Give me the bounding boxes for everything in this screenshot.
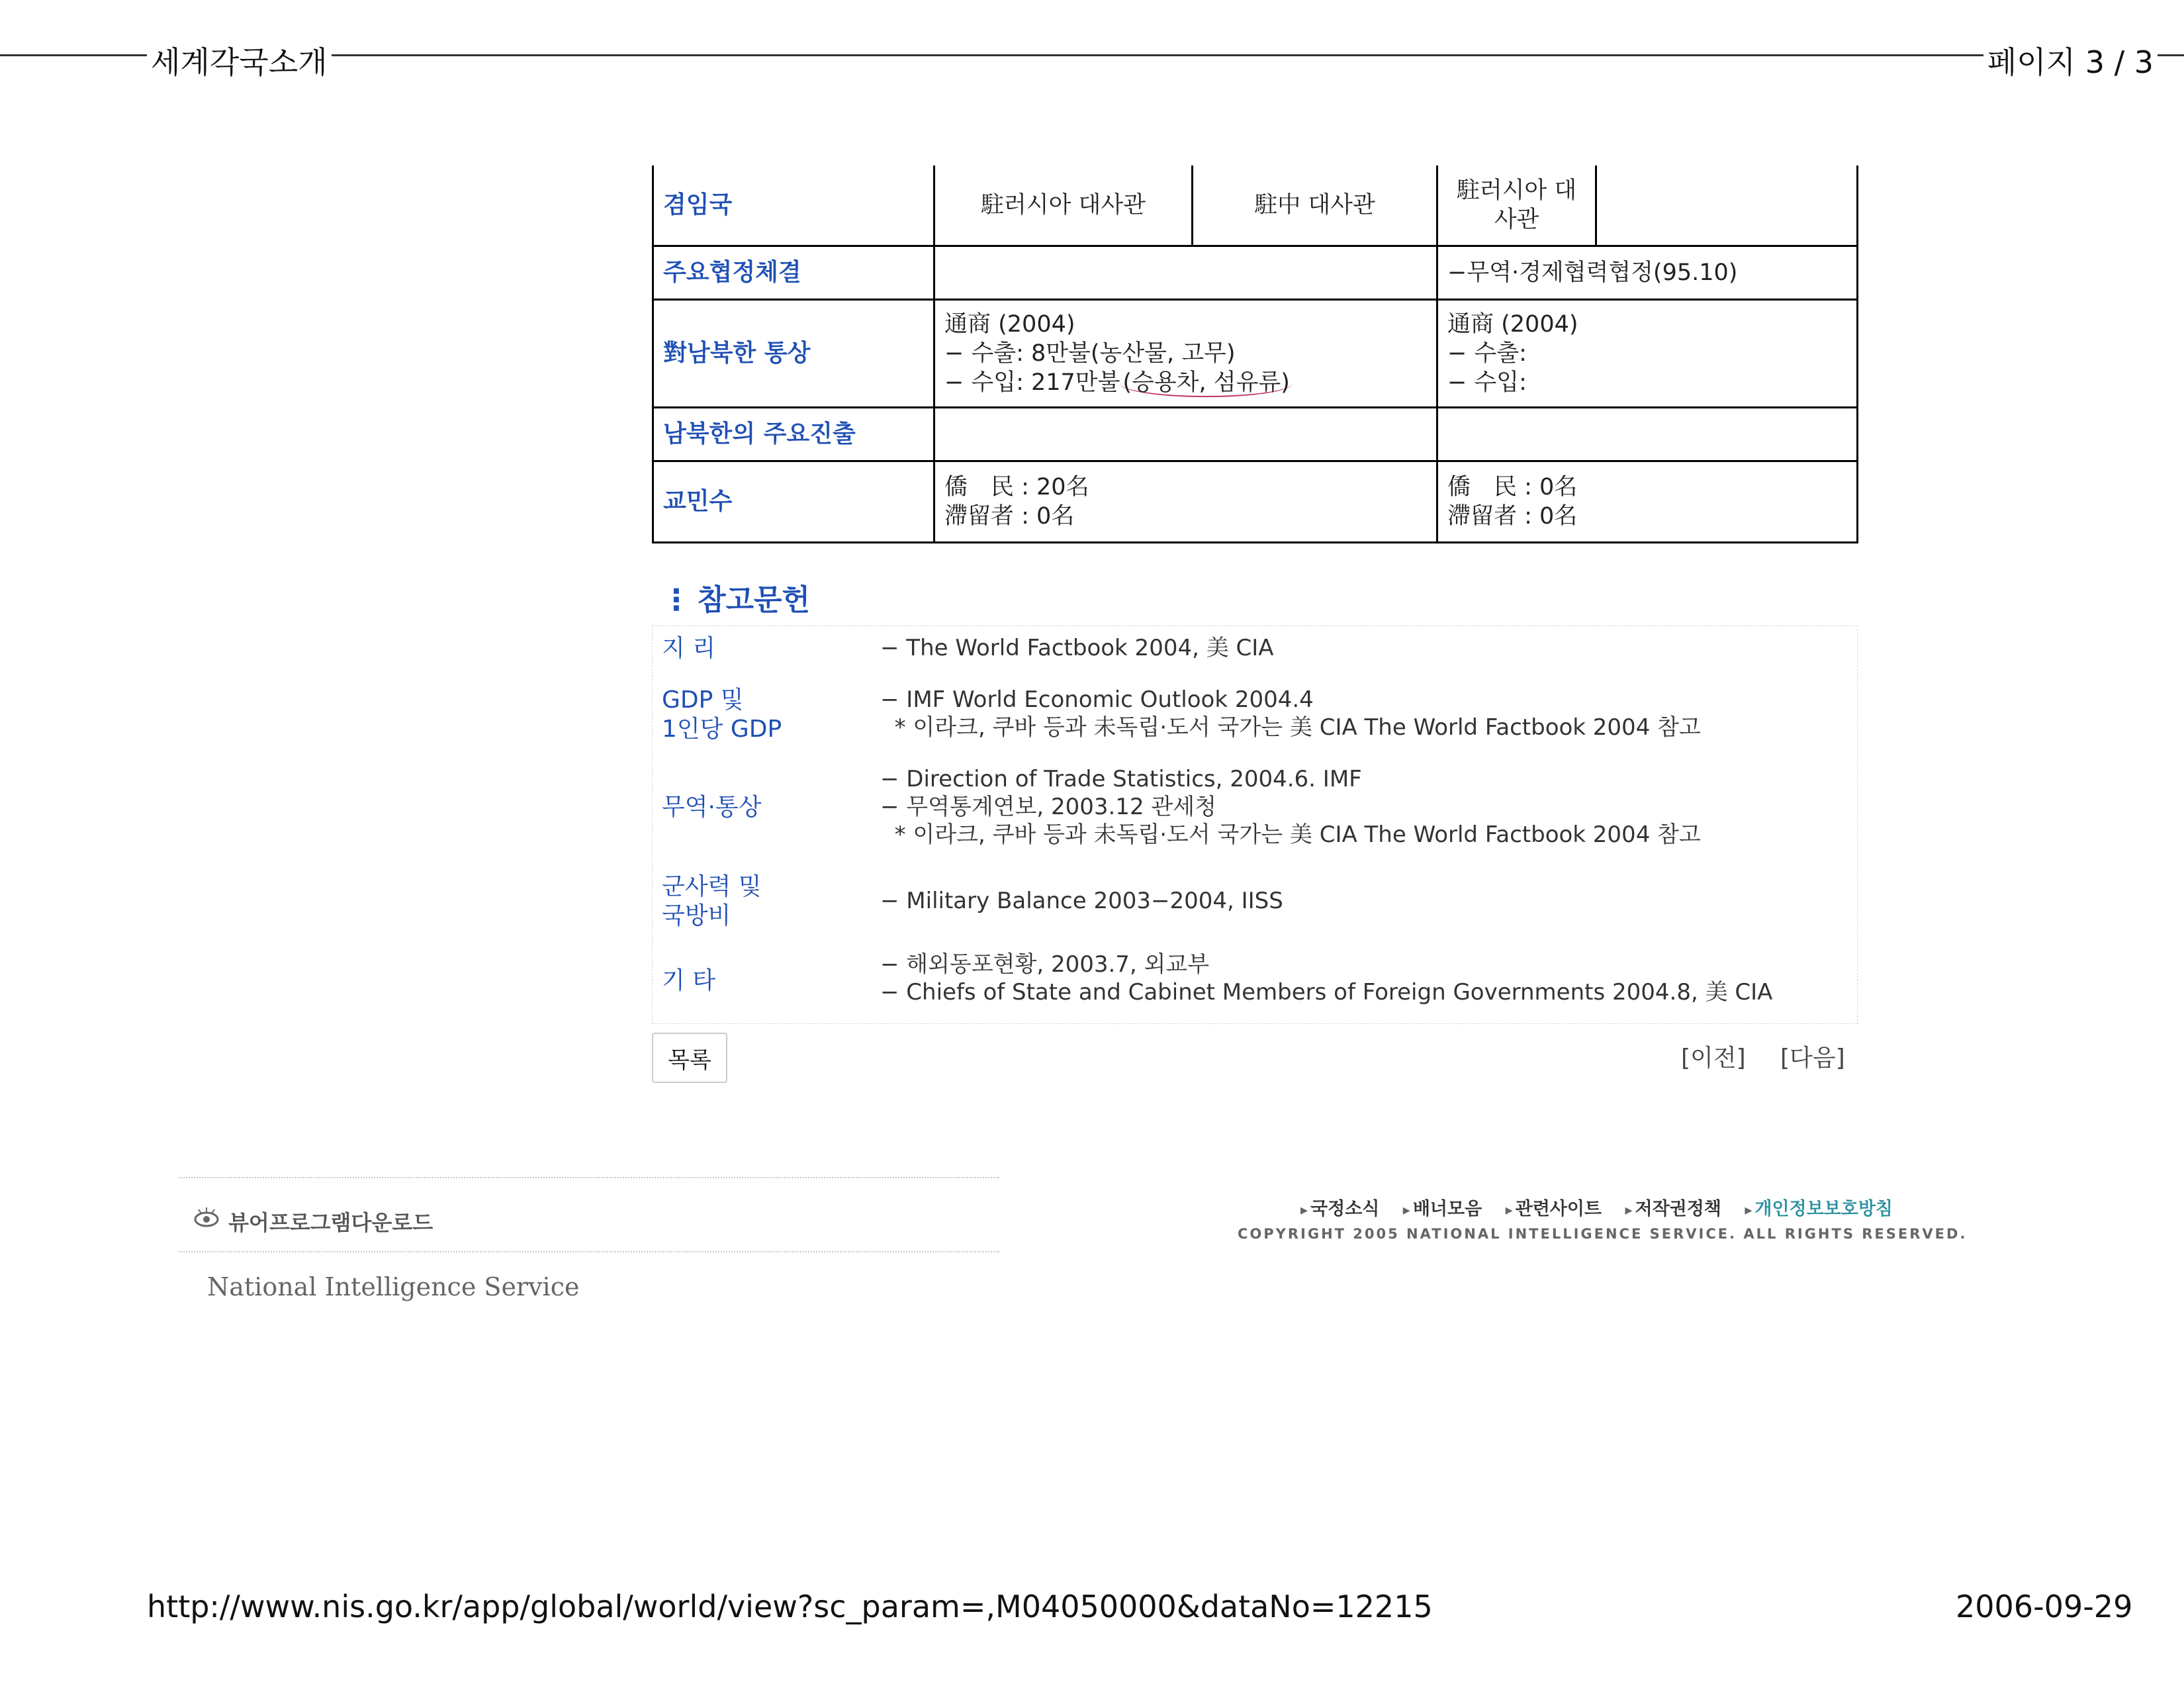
table-cell: [934, 408, 1437, 461]
reference-text: − Military Balance 2003−2004, IISS: [880, 888, 1283, 914]
cell-line: 通商 (2004): [944, 311, 1075, 338]
table-row-concurrent-countries: [653, 165, 1858, 246]
print-header-page-number: 페이지 3 / 3: [1983, 38, 2158, 82]
table-cell: [934, 461, 1437, 543]
row-label: 주요협정체결: [653, 246, 934, 300]
country-info-table: [652, 165, 1858, 543]
reference-label: [662, 966, 715, 996]
table-cell: 駐러시아 대사관: [934, 165, 1193, 246]
label-line: GDP 및: [662, 686, 744, 714]
reference-label: [662, 686, 782, 744]
cell-line: 사관: [1494, 207, 1539, 233]
cell-line: 僑 民 : 0名: [1447, 474, 1578, 500]
bullet-icon: ⋮: [662, 583, 691, 617]
label-line: 기 타: [662, 967, 715, 994]
reference-label: [662, 634, 715, 663]
previous-link[interactable]: [이전]: [1681, 1045, 1746, 1072]
reference-label: [662, 793, 762, 822]
eye-icon: [193, 1206, 220, 1233]
footer-link-privacy-policy[interactable]: ▸ 개인정보보호방침: [1745, 1199, 1893, 1219]
references-heading: [662, 576, 810, 618]
cell-line: 滯留者 : 0名: [944, 503, 1075, 530]
table-cell: −무역·경제협력협정(95.10): [1437, 246, 1858, 300]
label-line: 1인당 GDP: [662, 716, 782, 743]
footer-divider: [179, 1177, 999, 1180]
cell-line: − 수입:: [1447, 369, 1527, 396]
cell-line: 通商 (2004): [1447, 311, 1578, 338]
copyright-notice: COPYRIGHT 2005 NATIONAL INTELLIGENCE SERVICE. ALL RIGHTS RESERVED.: [1238, 1226, 1968, 1242]
cell-line: − 수출: 8만불(농산물, 고무): [944, 340, 1236, 367]
table-cell: [934, 246, 1437, 300]
table-cell: 駐中 대사관: [1193, 165, 1437, 246]
cell-line: 滯留者 : 0名: [1447, 503, 1578, 530]
label-line: 무역·통상: [662, 794, 762, 821]
viewer-download-link[interactable]: 뷰어프로그램다운로드: [228, 1210, 433, 1235]
reference-text: − IMF World Economic Outlook 2004.4 * 이라크, 쿠바 등과 未독립·도서 국가는 美 CIA The World Factbook 2004 참고: [880, 686, 1701, 741]
footer-link-news[interactable]: ▸ 국정소식: [1300, 1199, 1379, 1219]
table-row-trade: [653, 300, 1858, 408]
row-label: 對남북한 통상: [653, 300, 934, 408]
cell-line: 僑 民 : 20名: [944, 474, 1089, 500]
references-title: 참고문헌: [698, 583, 811, 617]
handwritten-annotation: (승용차, 섬유류): [1120, 369, 1292, 397]
label-line: 지 리: [662, 635, 715, 662]
table-row-major-agreements: [653, 246, 1858, 300]
reference-label: [662, 872, 762, 931]
next-link[interactable]: [다음]: [1780, 1045, 1845, 1072]
print-header-title: 세계각국소개: [147, 38, 332, 82]
footer-link-banners[interactable]: ▸ 배너모음: [1403, 1199, 1482, 1219]
table-row-advancement: [653, 408, 1858, 461]
cell-text: − 수입: 217만불: [944, 369, 1120, 396]
cell-line: 駐러시아 대: [1456, 177, 1577, 204]
table-cell: [1437, 165, 1596, 246]
list-button[interactable]: 목록: [652, 1033, 727, 1083]
cell-line: − 수출:: [1447, 340, 1527, 367]
table-cell-empty: [1596, 165, 1858, 246]
table-cell: [934, 300, 1437, 408]
row-label: 교민수: [653, 461, 934, 543]
organization-name: National Intelligence Service: [207, 1272, 580, 1301]
print-footer-url: http://www.nis.go.kr/app/global/world/view?sc_param=,M04050000&dataNo=12215: [147, 1589, 1433, 1624]
table-row-residents: [653, 461, 1858, 543]
reference-text: − 해외동포현황, 2003.7, 외교부 − Chiefs of State and Cabinet Members of Foreign Governments 2004.8, 美 CIA: [880, 951, 1773, 1006]
row-label: 남북한의 주요진출: [653, 408, 934, 461]
table-cell: [1437, 300, 1858, 408]
label-line: 국방비: [662, 902, 731, 929]
cell-line: [944, 368, 1427, 397]
table-cell: [1437, 408, 1858, 461]
reference-text: − The World Factbook 2004, 美 CIA: [880, 635, 1274, 661]
footer-links: [1300, 1194, 1910, 1220]
label-line: 군사력 및: [662, 873, 762, 900]
reference-text: − Direction of Trade Statistics, 2004.6. IMF − 무역통계연보, 2003.12 관세청 * 이라크, 쿠바 등과 未독립·도서 국가는 美 CIA The World Factbook 2004 참고: [880, 766, 1701, 848]
footer-link-related-sites[interactable]: ▸ 관련사이트: [1506, 1199, 1602, 1219]
row-label: 겸임국: [653, 165, 934, 246]
print-footer-date: 2006-09-29: [1956, 1589, 2133, 1624]
table-cell: [1437, 461, 1858, 543]
footer-divider: [179, 1251, 999, 1254]
footer-link-copyright-policy[interactable]: ▸ 저작권정책: [1625, 1199, 1721, 1219]
